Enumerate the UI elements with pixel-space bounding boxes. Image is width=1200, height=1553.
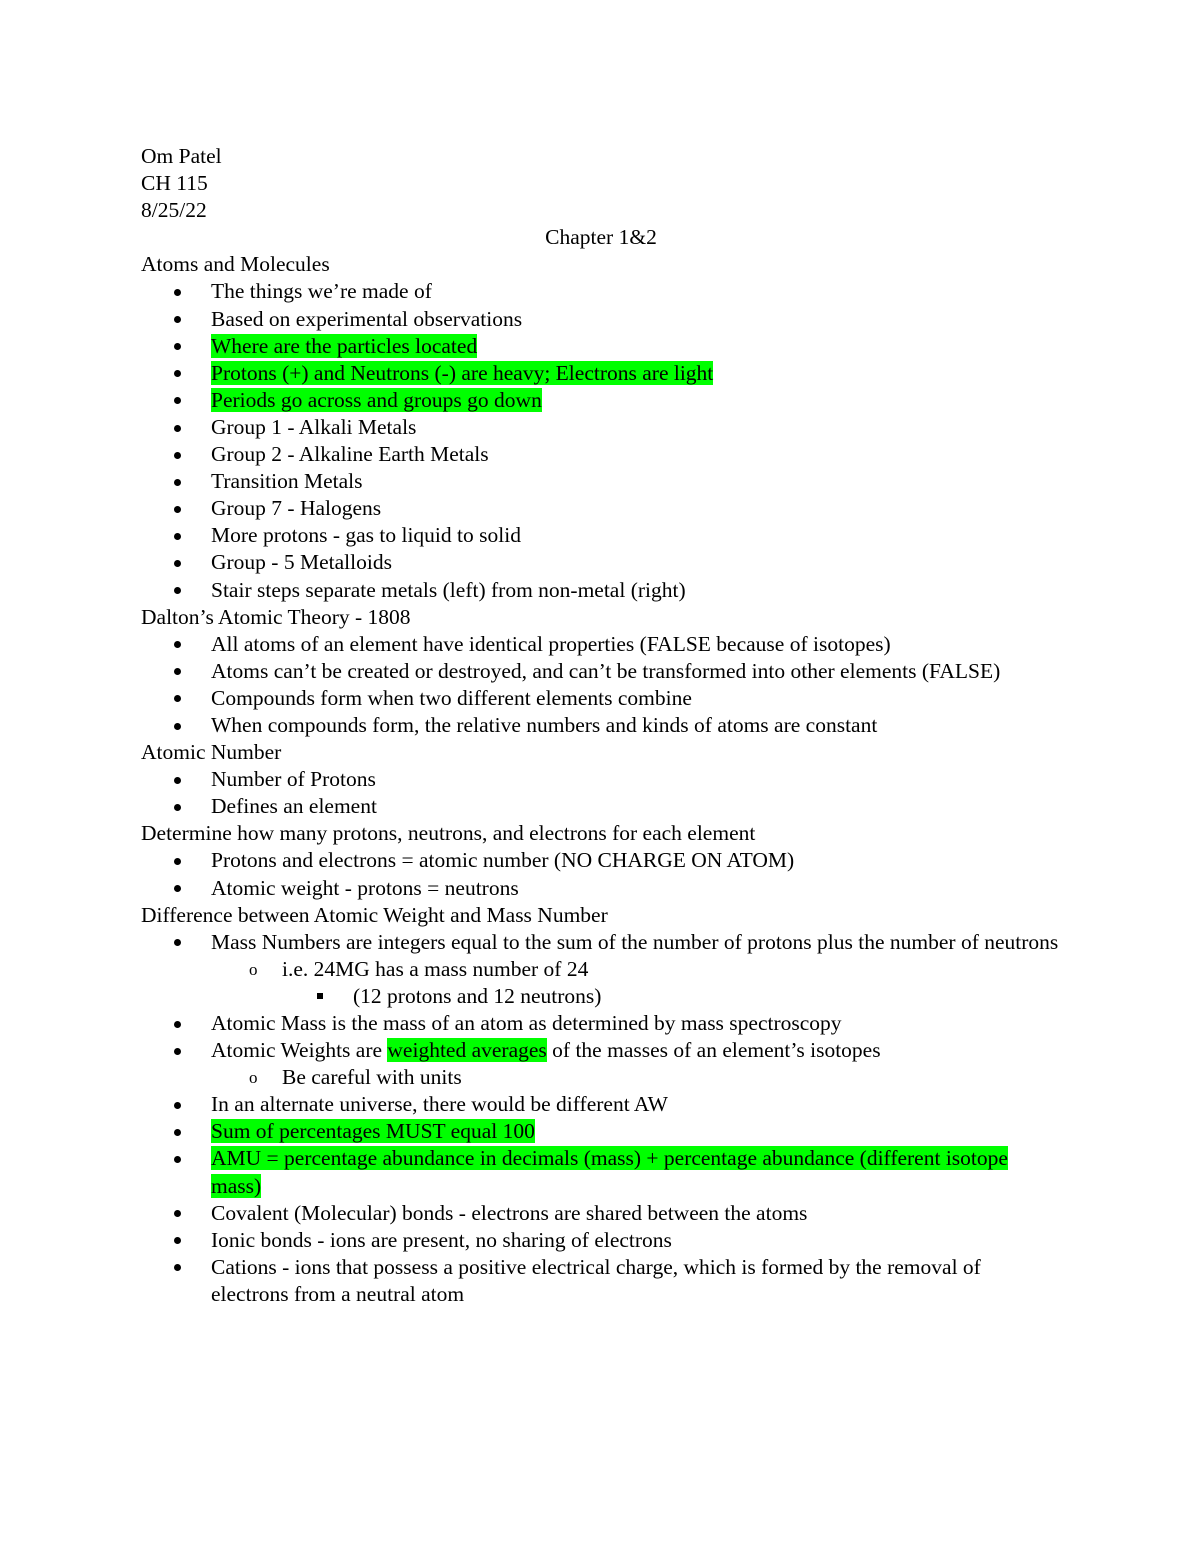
bullet-icon (174, 793, 181, 820)
bullet-icon (174, 1145, 181, 1172)
section-heading-atomic-number: Atomic Number (141, 740, 282, 765)
list-subitem: o i.e. 24MG has a mass number of 24 (141, 956, 1061, 983)
section-heading-dalton: Dalton’s Atomic Theory - 1808 (141, 604, 411, 629)
list-item: Compounds form when two different elements combine (141, 685, 1061, 712)
list-item: More protons - gas to liquid to solid (141, 522, 1061, 549)
bullet-icon (174, 278, 181, 305)
list-item: In an alternate universe, there would be different AW (141, 1091, 1061, 1118)
list-item: Transition Metals (141, 468, 1061, 495)
bullet-icon (174, 441, 181, 468)
bullet-icon (174, 333, 181, 360)
list-item: Atomic Mass is the mass of an atom as determined by mass spectroscopy (141, 1010, 1061, 1037)
list-item: Group 1 - Alkali Metals (141, 414, 1061, 441)
highlighted-phrase: weighted averages (387, 1038, 547, 1063)
list-item: Group - 5 Metalloids (141, 549, 1061, 576)
list-item: Group 7 - Halogens (141, 495, 1061, 522)
course-code: CH 115 (141, 171, 208, 196)
bullet-icon (174, 1091, 181, 1118)
bullet-icon (174, 1200, 181, 1227)
list-item: When compounds form, the relative numbers and kinds of atoms are constant (141, 712, 1061, 739)
chapter-title: Chapter 1&2 (545, 225, 657, 250)
bullet-icon (174, 1254, 181, 1281)
section-heading-determine: Determine how many protons, neutrons, and electrons for each element (141, 821, 756, 846)
list-item: Mass Numbers are integers equal to the sum of the number of protons plus the number of neutrons (141, 929, 1061, 956)
circle-bullet-icon: o (249, 1068, 258, 1088)
list-item: Group 2 - Alkaline Earth Metals (141, 441, 1061, 468)
circle-bullet-icon: o (249, 959, 258, 979)
list-item: Atoms can’t be created or destroyed, and can’t be transformed into other elements (FALSE) (141, 658, 1061, 685)
list-item: Atomic weight - protons = neutrons (141, 875, 1061, 902)
list-item: Based on experimental observations (141, 306, 1061, 333)
list-item: The things we’re made of (141, 278, 1061, 305)
bullet-icon (174, 414, 181, 441)
list-item-highlighted: Sum of percentages MUST equal 100 (141, 1118, 1061, 1145)
list-item: Defines an element (141, 793, 1061, 820)
list-item: Ionic bonds - ions are present, no sharing of electrons (141, 1227, 1061, 1254)
bullet-icon (174, 360, 181, 387)
list-item: Cations - ions that possess a positive electrical charge, which is formed by the removal of electrons from a neutral atom (141, 1254, 1061, 1308)
bullet-icon (174, 875, 181, 902)
list-item-highlighted: Periods go across and groups go down (141, 387, 1061, 414)
list-item-highlighted: AMU = percentage abundance in decimals (mass) + percentage abundance (different isotope mass) (141, 1145, 1061, 1199)
bullet-icon (174, 1118, 181, 1145)
bullet-icon (174, 685, 181, 712)
list-item: Protons and electrons = atomic number (NO CHARGE ON ATOM) (141, 847, 1061, 874)
section-heading-atoms: Atoms and Molecules (141, 252, 330, 277)
bullet-icon (174, 306, 181, 333)
bullet-icon (174, 387, 181, 414)
list-item: Stair steps separate metals (left) from non-metal (right) (141, 577, 1061, 604)
bullet-icon (174, 929, 181, 956)
list-item: Covalent (Molecular) bonds - electrons are shared between the atoms (141, 1200, 1061, 1227)
bullet-icon (174, 577, 181, 604)
square-bullet-icon (317, 983, 323, 1010)
bullet-icon (174, 522, 181, 549)
bullet-icon (174, 549, 181, 576)
list-subsubitem: (12 protons and 12 neutrons) (141, 983, 1061, 1010)
bullet-icon (174, 766, 181, 793)
bullet-icon (174, 712, 181, 739)
list-item: Number of Protons (141, 766, 1061, 793)
list-item-highlighted: Where are the particles located (141, 333, 1061, 360)
section-heading-difference: Difference between Atomic Weight and Mass Number (141, 902, 608, 927)
list-item-highlighted: Protons (+) and Neutrons (-) are heavy; Electrons are light (141, 360, 1061, 387)
list-subitem: o Be careful with units (141, 1064, 1061, 1091)
bullet-icon (174, 468, 181, 495)
bullet-icon (174, 631, 181, 658)
author-name: Om Patel (141, 144, 222, 168)
list-item: All atoms of an element have identical properties (FALSE because of isotopes) (141, 631, 1061, 658)
document-date: 8/25/22 (141, 198, 207, 223)
document-body (141, 143, 1061, 1308)
bullet-icon (174, 1227, 181, 1254)
bullet-icon (174, 495, 181, 522)
bullet-icon (174, 847, 181, 874)
bullet-icon (174, 658, 181, 685)
list-item: Atomic Weights are weighted averages of the masses of an element’s isotopes (141, 1037, 1061, 1064)
bullet-icon (174, 1010, 181, 1037)
bullet-icon (174, 1037, 181, 1064)
